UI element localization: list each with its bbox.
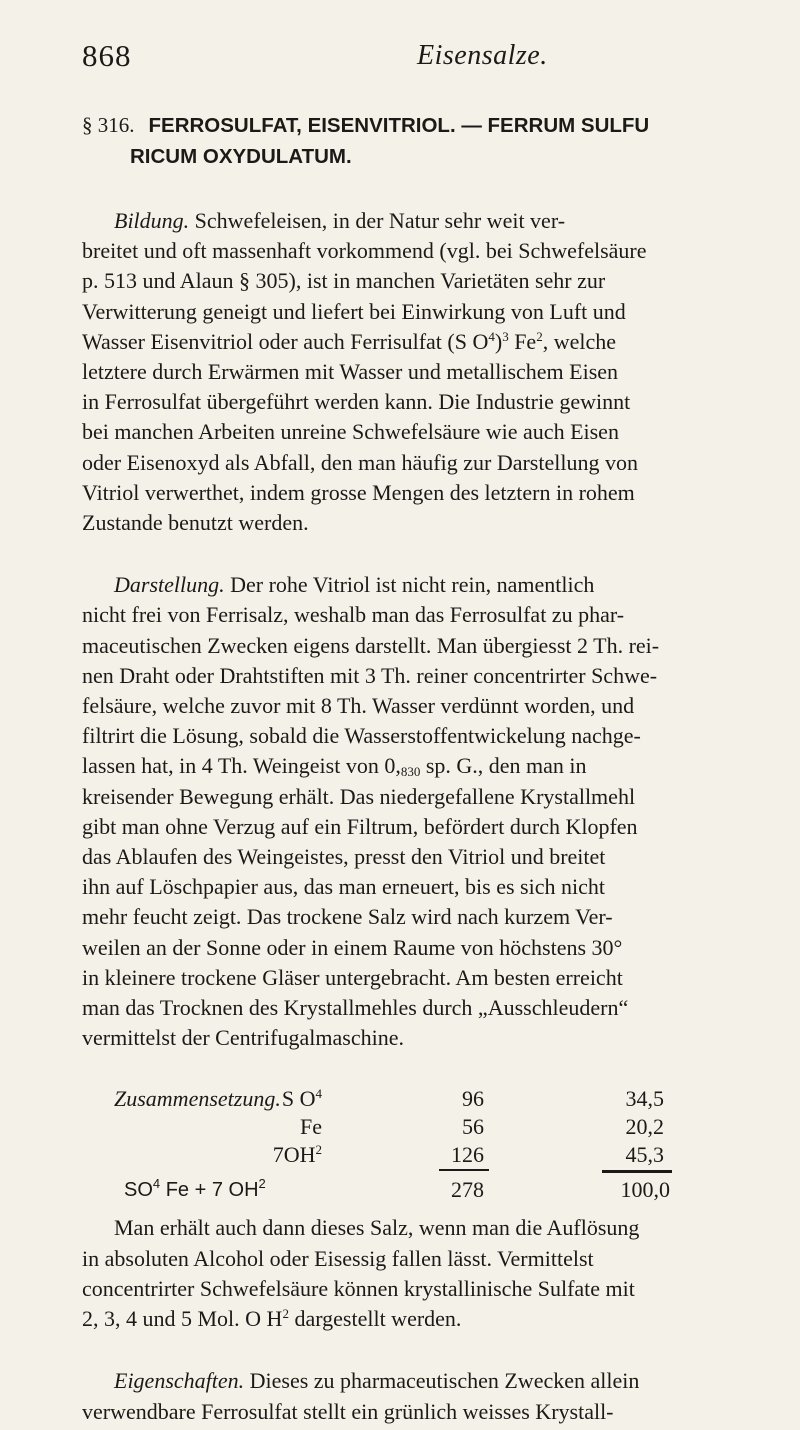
total-formula: $SO^4$ Fe + 7 $OH^2$ <box>124 1176 266 1202</box>
section-title-line1: FERROSULFAT, EISENVITRIOL. — FERRUM SULFU <box>148 114 650 137</box>
page-header <box>82 38 780 88</box>
percent-row-1: 34,5 <box>625 1086 664 1112</box>
paragraph-darstellung: Darstellung. Der rohe Vitriol ist nicht rein, namentlich nicht frei von Ferrisalz, weshalb man das Ferrosulfat zu phar- maceutischen Zwecken eigens darstellt. Man übergiesst 2 Th. rei- nen Draht oder Drahtstiften mit 3 Th. reiner concentrirter Schwe- felsäure, welche zuvor mit 8 Th. Wasser verdünnt worden, und filtrirt die Lösung, sobald die Wasserstoffentwickelung nachge- lassen hat, in 4 Th. Weingeist von $0,_{830}$ sp. G., den man in kreisender Bewegung erhält. Das niedergefallene Krystallmehl gibt man ohne Verzug auf ein Filtrum, befördert durch Klopfen das Ablaufen des Weingeistes, presst den Vitriol und breitet ihn auf Löschpapier aus, das man erneuert, bis es sich nicht mehr feucht zeigt. Das trockene Salz wird nach kurzem Ver- weilen an der Sonne oder in einem Raume von höchstens 30° in kleinere trockene Gläser untergebracht. Am besten erreicht man das Trocknen des Krystallmehles durch „Ausschleudern“ vermittelst der Centrifugalmaschine. <box>82 572 660 1051</box>
page-number: 868 <box>82 38 132 73</box>
darstellung-lead: Darstellung. <box>114 572 225 598</box>
section-number: § 316. <box>82 113 135 137</box>
bildung-lead: Bildung. <box>114 208 190 233</box>
section-heading <box>82 110 800 172</box>
total-percent: 100,0 <box>620 1177 670 1203</box>
section-title-line2: RICUM OXYDULATUM. <box>130 145 352 168</box>
body-text <box>82 110 800 1427</box>
composition-table <box>82 1085 800 1213</box>
eigenschaften-lead: Eigenschaften. <box>114 1368 245 1394</box>
percent-row-2: 20,2 <box>625 1114 664 1140</box>
running-title: Eisensalze. <box>417 40 548 71</box>
percent-row-3: 45,3 <box>625 1142 664 1168</box>
total-mass: 278 <box>451 1177 484 1203</box>
formula-row-1: S $O^4$ <box>281 1086 322 1112</box>
mass-sum-rule <box>439 1169 489 1171</box>
mass-row-3: 126 <box>451 1142 484 1168</box>
paragraph-bildung: Bildung. Schwefeleisen, in der Natur sehr weit ver- breitet und oft massenhaft vorkommend (vgl. bei Schwefelsäure p. 513 und Alaun § 305), ist in manchen Varietäten sehr zur Verwitterung geneigt und liefert bei Einwirkung von Luft und Wasser Eisenvitriol oder auch Ferrisulfat (S $O^4)^3$ Fe$^2$, welche letztere durch Erwärmen mit Wasser und metallischem Eisen in Ferrosulfat übergeführt werden kann. Die Industrie gewinnt bei manchen Arbeiten unreine Schwefelsäure wie auch Eisen oder Eisenoxyd als Abfall, den man häufig zur Darstellung von Vitriol verwerthet, indem grosse Mengen des letztern in rohem Zustande benutzt werden. <box>82 208 647 536</box>
paragraph-eigenschaften: Eigenschaften. Dieses zu pharmaceutischen Zwecken allein verwendbare Ferrosulfat stellt ein grünlich weisses Krystall- <box>82 1368 640 1424</box>
formula-row-3: $7OH^2$ <box>272 1142 322 1168</box>
mass-row-1: 96 <box>462 1086 484 1112</box>
percent-sum-rule <box>602 1170 672 1173</box>
composition-label: Zusammensetzung. <box>114 1086 281 1112</box>
mass-row-2: 56 <box>462 1114 484 1140</box>
formula-row-2: Fe <box>300 1114 322 1140</box>
paragraph-alcohol-note: Man erhält auch dann dieses Salz, wenn man die Auflösung in absoluten Alcohol oder Eisessig fallen lässt. Vermittelst concentrirter Schwefelsäure können krystallinische Sulfate mit 2, 3, 4 und 5 Mol. O $H^2$ dargestellt werden. <box>82 1215 640 1332</box>
